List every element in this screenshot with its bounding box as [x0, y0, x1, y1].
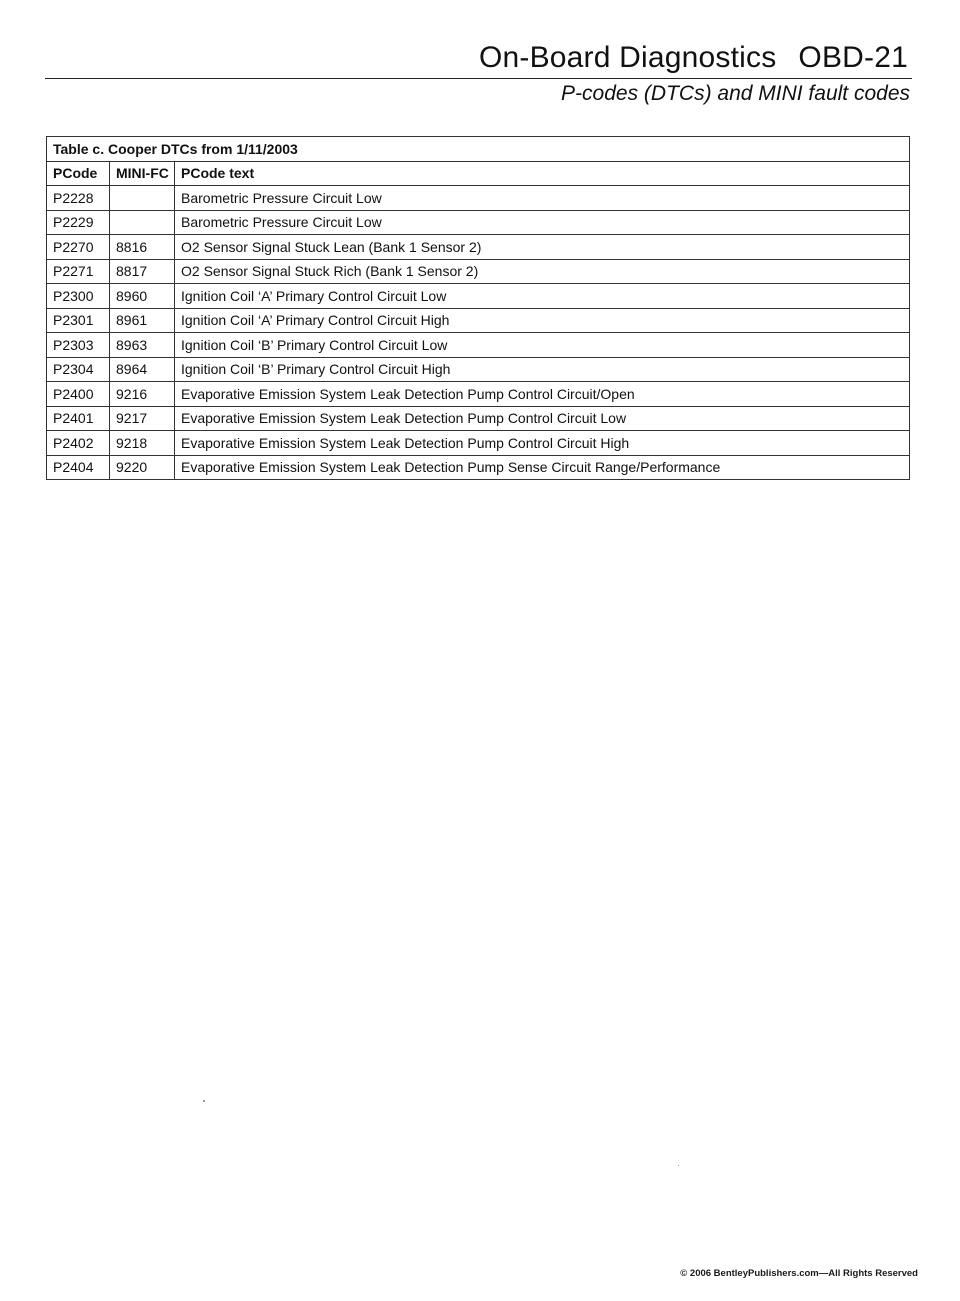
mini-fc-cell: 9216 — [110, 382, 175, 407]
table-row — [47, 186, 910, 211]
table-row — [47, 308, 910, 333]
table-caption: Table c. Cooper DTCs from 1/11/2003 — [47, 137, 910, 162]
pcode-cell: P2229 — [47, 210, 110, 235]
mini-fc-cell: 8964 — [110, 357, 175, 382]
scan-speck — [678, 1165, 679, 1166]
column-header-pcode: PCode — [47, 161, 110, 186]
table-body — [47, 186, 910, 480]
mini-fc-cell: 8960 — [110, 284, 175, 309]
pcode-text-cell: Barometric Pressure Circuit Low — [175, 186, 910, 211]
scan-speck — [203, 1100, 205, 1102]
table-row — [47, 431, 910, 456]
pcode-cell: P2228 — [47, 186, 110, 211]
pcode-cell: P2300 — [47, 284, 110, 309]
table-row — [47, 284, 910, 309]
pcode-text-cell: Ignition Coil ‘B’ Primary Control Circuit High — [175, 357, 910, 382]
table-row — [47, 333, 910, 358]
mini-fc-cell — [110, 210, 175, 235]
pcode-text-cell: Evaporative Emission System Leak Detection Pump Control Circuit/Open — [175, 382, 910, 407]
section-title: On-Board Diagnostics — [478, 41, 777, 74]
mini-fc-cell: 8816 — [110, 235, 175, 260]
pcode-cell: P2301 — [47, 308, 110, 333]
pcode-text-cell: Evaporative Emission System Leak Detection Pump Control Circuit High — [175, 431, 910, 456]
pcode-cell: P2271 — [47, 259, 110, 284]
dtc-table — [46, 136, 910, 480]
table-header-row — [47, 161, 910, 186]
table-row — [47, 455, 910, 480]
pcode-text-cell: Ignition Coil ‘A’ Primary Control Circuit High — [175, 308, 910, 333]
pcode-text-cell: Ignition Coil ‘A’ Primary Control Circuit Low — [175, 284, 910, 309]
pcode-text-cell: Ignition Coil ‘B’ Primary Control Circuit Low — [175, 333, 910, 358]
column-header-pcode-text: PCode text — [175, 161, 910, 186]
pcode-cell: P2303 — [47, 333, 110, 358]
table-row — [47, 382, 910, 407]
mini-fc-cell: 8817 — [110, 259, 175, 284]
table-caption-row — [47, 137, 910, 162]
pcode-text-cell: Evaporative Emission System Leak Detection Pump Sense Circuit Range/Performance — [175, 455, 910, 480]
mini-fc-cell: 9220 — [110, 455, 175, 480]
header-divider — [45, 78, 912, 79]
copyright-footer: © 2006 BentleyPublishers.com—All Rights Reserved — [680, 1268, 918, 1279]
mini-fc-cell: 9218 — [110, 431, 175, 456]
pcode-cell: P2304 — [47, 357, 110, 382]
pcode-text-cell: O2 Sensor Signal Stuck Lean (Bank 1 Sensor 2) — [175, 235, 910, 260]
table-row — [47, 357, 910, 382]
pcode-cell: P2401 — [47, 406, 110, 431]
table-row — [47, 235, 910, 260]
page-title — [479, 42, 908, 74]
pcode-cell: P2270 — [47, 235, 110, 260]
pcode-text-cell: Barometric Pressure Circuit Low — [175, 210, 910, 235]
table-row — [47, 406, 910, 431]
pcode-cell: P2404 — [47, 455, 110, 480]
pcode-cell: P2402 — [47, 431, 110, 456]
mini-fc-cell: 9217 — [110, 406, 175, 431]
table-row — [47, 259, 910, 284]
mini-fc-cell — [110, 186, 175, 211]
table-row — [47, 210, 910, 235]
page-number: OBD-21 — [798, 41, 908, 74]
mini-fc-cell: 8961 — [110, 308, 175, 333]
pcode-cell: P2400 — [47, 382, 110, 407]
page-subtitle: P-codes (DTCs) and MINI fault codes — [561, 82, 910, 105]
mini-fc-cell: 8963 — [110, 333, 175, 358]
pcode-text-cell: Evaporative Emission System Leak Detection Pump Control Circuit Low — [175, 406, 910, 431]
pcode-text-cell: O2 Sensor Signal Stuck Rich (Bank 1 Sensor 2) — [175, 259, 910, 284]
column-header-mini-fc: MINI-FC — [110, 161, 175, 186]
